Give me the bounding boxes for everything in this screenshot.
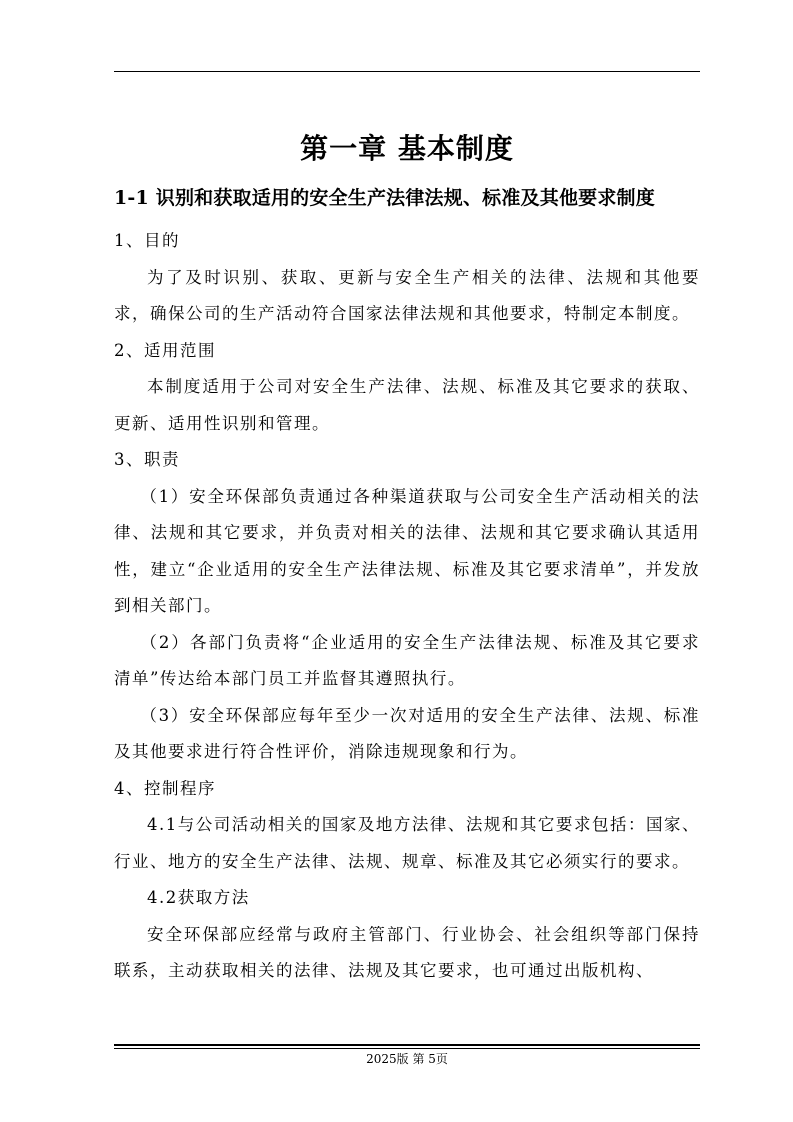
paragraph-purpose: 为了及时识别、获取、更新与安全生产相关的法律、法规和其他要求，确保公司的生产活动符合国家法律法规和其他要求，特制定本制度。 [114, 267, 700, 323]
heading-purpose: 1、目的 [114, 231, 180, 250]
paragraph-4-1: 4.1与公司活动相关的国家及地方法律、法规和其它要求包括：国家、行业、地方的安全生产法律、法规、规章、标准及其它必须实行的要求。 [114, 815, 700, 871]
heading-control-procedure: 4、控制程序 [114, 778, 216, 798]
page-content [114, 125, 700, 990]
footer-rule-thick [114, 1044, 700, 1046]
heading-scope: 2、适用范围 [114, 340, 216, 360]
paragraph-4-2: 安全环保部应经常与政府主管部门、行业协会、社会组织等部门保持联系，主动获取相关的法律、法规及其它要求，也可通过出版机构、 [114, 924, 700, 980]
heading-4-2: 4.2获取方法 [147, 888, 250, 907]
paragraph-responsibility-1: （1）安全环保部负责通过各种渠道获取与公司安全生产活动相关的法律、法规和其它要求，并负责对相关的法律、法规和其它要求确认其适用性，建立“企业适用的安全生产法律法规、标准及其它要求清单”，并发放到相关部门。 [114, 486, 700, 615]
chapter-title: 第一章 基本制度 [300, 132, 514, 165]
paragraph-responsibility-2: （2）各部门负责将“企业适用的安全生产法律法规、标准及其它要求清单”传达给本部门员工并监督其遵照执行。 [114, 632, 700, 688]
footer-rule-thin [114, 1048, 700, 1049]
header-rule [114, 71, 700, 72]
paragraph-scope: 本制度适用于公司对安全生产法律、法规、标准及其它要求的获取、更新、适用性识别和管理。 [114, 377, 700, 433]
paragraph-responsibility-3: （3）安全环保部应每年至少一次对适用的安全生产法律、法规、标准及其他要求进行符合性评价，消除违规现象和行为。 [114, 705, 700, 761]
section-title: 1-1 识别和获取适用的安全生产法律法规、标准及其他要求制度 [114, 187, 655, 209]
heading-responsibilities: 3、职责 [114, 450, 180, 469]
page-footer: 2025版 第 5页 [366, 1052, 448, 1066]
